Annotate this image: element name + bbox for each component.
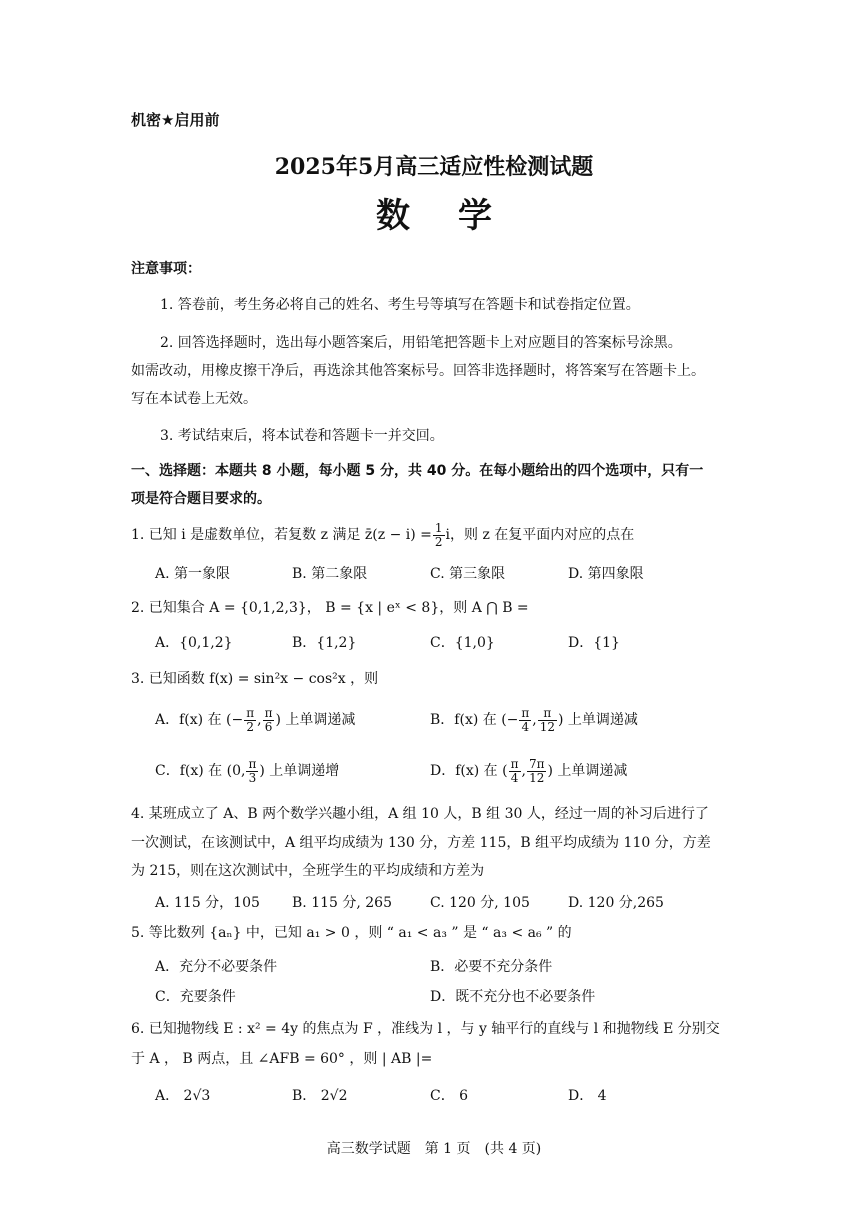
q3-a-pre: f(x) 在 (− xyxy=(179,712,244,728)
section-heading-line-2: 项是符合题目要求的。 xyxy=(131,491,271,507)
q1-option-d: D. 第四象限 xyxy=(568,566,644,582)
q3-option-c xyxy=(155,756,339,786)
q3-b-comma: , xyxy=(532,712,537,728)
q3-b-f2-num: π xyxy=(538,707,557,721)
subject-title: 数学 xyxy=(376,196,540,236)
q3-d-f1-num: π xyxy=(510,756,519,771)
q3-a-label: A． xyxy=(155,712,180,728)
question-6-line-1: 6. 已知抛物线 E : x² = 4y 的焦点为 F ，准线为 l ，与 y 轴平行的直线与 l 和抛物线 E 分别交 xyxy=(131,1021,720,1037)
q3-c-frac-1 xyxy=(246,758,258,784)
q1-frac-num: 1 xyxy=(434,520,443,535)
q6-option-a: A． 2√3 xyxy=(155,1088,211,1104)
q3-a-f2-den: 6 xyxy=(264,719,273,734)
q3-a-f1-den: 2 xyxy=(246,719,254,734)
q4-option-c: C. 120 分, 105 xyxy=(430,895,530,911)
q3-b-f1-den: 4 xyxy=(521,719,530,734)
question-3-stem: 3. 已知函数 f(x) = sin²x − cos²x ，则 xyxy=(131,671,379,687)
q1-option-c: C. 第三象限 xyxy=(430,566,506,582)
q3-a-frac-1 xyxy=(244,707,256,733)
q3-option-d xyxy=(430,756,627,786)
q2-option-c: C．{1,0} xyxy=(430,635,495,651)
q3-d-label: D． xyxy=(430,763,456,779)
q3-b-frac-1 xyxy=(519,707,531,733)
q3-d-frac-1 xyxy=(509,758,521,784)
notice-item-2-line-2: 如需改动，用橡皮擦干净后，再选涂其他答案标号。回答非选择题时，将答案写在答题卡上。 xyxy=(131,363,705,379)
q3-b-f2-den: 12 xyxy=(539,719,556,734)
q1-option-a: A. 第一象限 xyxy=(155,566,231,582)
notice-heading: 注意事项： xyxy=(131,261,201,277)
q3-d-f2-num: 7π xyxy=(528,756,545,771)
q4-option-a: A. 115 分，105 xyxy=(155,895,260,911)
q6-option-c: C． 6 xyxy=(430,1088,469,1104)
q2-option-b: B．{1,2} xyxy=(292,635,357,651)
q3-c-label: C． xyxy=(155,763,180,779)
q6-option-d: D． 4 xyxy=(568,1088,607,1104)
q5-option-a: A．充分不必要条件 xyxy=(155,959,278,975)
q1-frac-den: 2 xyxy=(434,534,443,549)
notice-item-2-line-1: 2. 回答选择题时，选出每小题答案后，用铅笔把答题卡上对应题目的答案标号涂黑。 xyxy=(160,335,682,351)
q1-option-b: B. 第二象限 xyxy=(292,566,368,582)
question-4-line-2: 一次测试，在该测试中，A 组平均成绩为 130 分，方差 115，B 组平均成绩为 110 分，方差 xyxy=(131,835,711,851)
q3-a-f2-num: π xyxy=(264,705,273,720)
confidential-label: 机密★启用前 xyxy=(131,111,220,129)
question-4-line-3: 为 215，则在这次测试中，全班学生的平均成绩和方差为 xyxy=(131,863,485,879)
notice-item-1: 1. 答卷前，考生务必将自己的姓名、考生号等填写在答题卡和试卷指定位置。 xyxy=(160,297,640,313)
notice-item-3: 3. 考试结束后，将本试卷和答题卡一并交回。 xyxy=(160,428,444,444)
q5-option-c: C．充要条件 xyxy=(155,989,236,1005)
q2-option-a: A．{0,1,2} xyxy=(155,635,233,651)
q1-stem-tail: ，则 z 在复平面内对应的点在 xyxy=(450,527,635,543)
page-footer: 高三数学试题 第 1 页 (共 4 页) xyxy=(326,1141,542,1157)
q1-expression: z̄(z − i) = xyxy=(364,527,432,543)
q3-a-comma: , xyxy=(257,712,262,728)
q5-option-d: D．既不充分也不必要条件 xyxy=(430,989,596,1005)
question-1-stem xyxy=(131,520,634,550)
q1-expression-tail: i xyxy=(445,527,451,543)
q3-b-post: ) 上单调递减 xyxy=(558,712,638,728)
q3-c-f1-den: 3 xyxy=(248,770,257,785)
q4-option-b: B. 115 分, 265 xyxy=(292,895,392,911)
q3-c-pre: f(x) 在 (0, xyxy=(179,763,246,779)
exam-title: 2025年5月高三适应性检测试题 xyxy=(274,154,594,180)
q3-d-post: ) 上单调递减 xyxy=(547,763,628,779)
q3-b-f1-num: π xyxy=(521,705,530,720)
q3-d-comma: , xyxy=(521,763,526,779)
q3-a-frac-2 xyxy=(263,707,275,733)
q3-a-f1-num: π xyxy=(246,705,255,720)
q3-d-f1-den: 4 xyxy=(510,770,519,785)
question-4-line-1: 4. 某班成立了 A、B 两个数学兴趣小组，A 组 10 人，B 组 30 人，经过一周的补习后进行了 xyxy=(131,806,709,822)
q3-a-post: ) 上单调递减 xyxy=(275,712,356,728)
q6-option-b: B． 2√2 xyxy=(292,1088,348,1104)
q4-option-d: D. 120 分,265 xyxy=(568,895,664,911)
q3-b-frac-2 xyxy=(538,707,557,733)
section-heading-line-1: 一、选择题：本题共 8 小题，每小题 5 分，共 40 分。在每小题给出的四个选项中，只有一 xyxy=(131,463,704,479)
q3-d-pre: f(x) 在 ( xyxy=(455,763,508,779)
q1-stem-text: 1. 已知 i 是虚数单位，若复数 z 满足 xyxy=(131,527,365,543)
notice-item-2-line-3: 写在本试卷上无效。 xyxy=(131,391,257,407)
q3-d-f2-den: 12 xyxy=(529,770,545,785)
q3-c-f1-num: π xyxy=(248,756,257,771)
q2-option-d: D．{1} xyxy=(568,635,620,651)
q3-d-frac-2 xyxy=(527,758,547,784)
q1-fraction xyxy=(433,522,445,548)
q3-option-b xyxy=(430,705,638,735)
q5-option-b: B．必要不充分条件 xyxy=(430,959,553,975)
question-6-line-2: 于 A ， B 两点，且 ∠AFB = 60° ，则 | AB |= xyxy=(131,1051,433,1067)
question-2-stem: 2. 已知集合 A = {0,1,2,3}， B = {x | eˣ < 8}，则 A ⋂ B = xyxy=(131,600,529,616)
question-5-stem: 5. 等比数列 {aₙ} 中，已知 a₁ > 0 ，则 “ a₁ < a₃ ” 是 “ a₃ < a₆ ” 的 xyxy=(131,925,572,941)
q3-option-a xyxy=(155,705,355,735)
q3-b-label: B． xyxy=(430,712,455,728)
q3-c-post: ) 上单调递增 xyxy=(259,763,340,779)
q3-b-pre: f(x) 在 (− xyxy=(454,712,519,728)
